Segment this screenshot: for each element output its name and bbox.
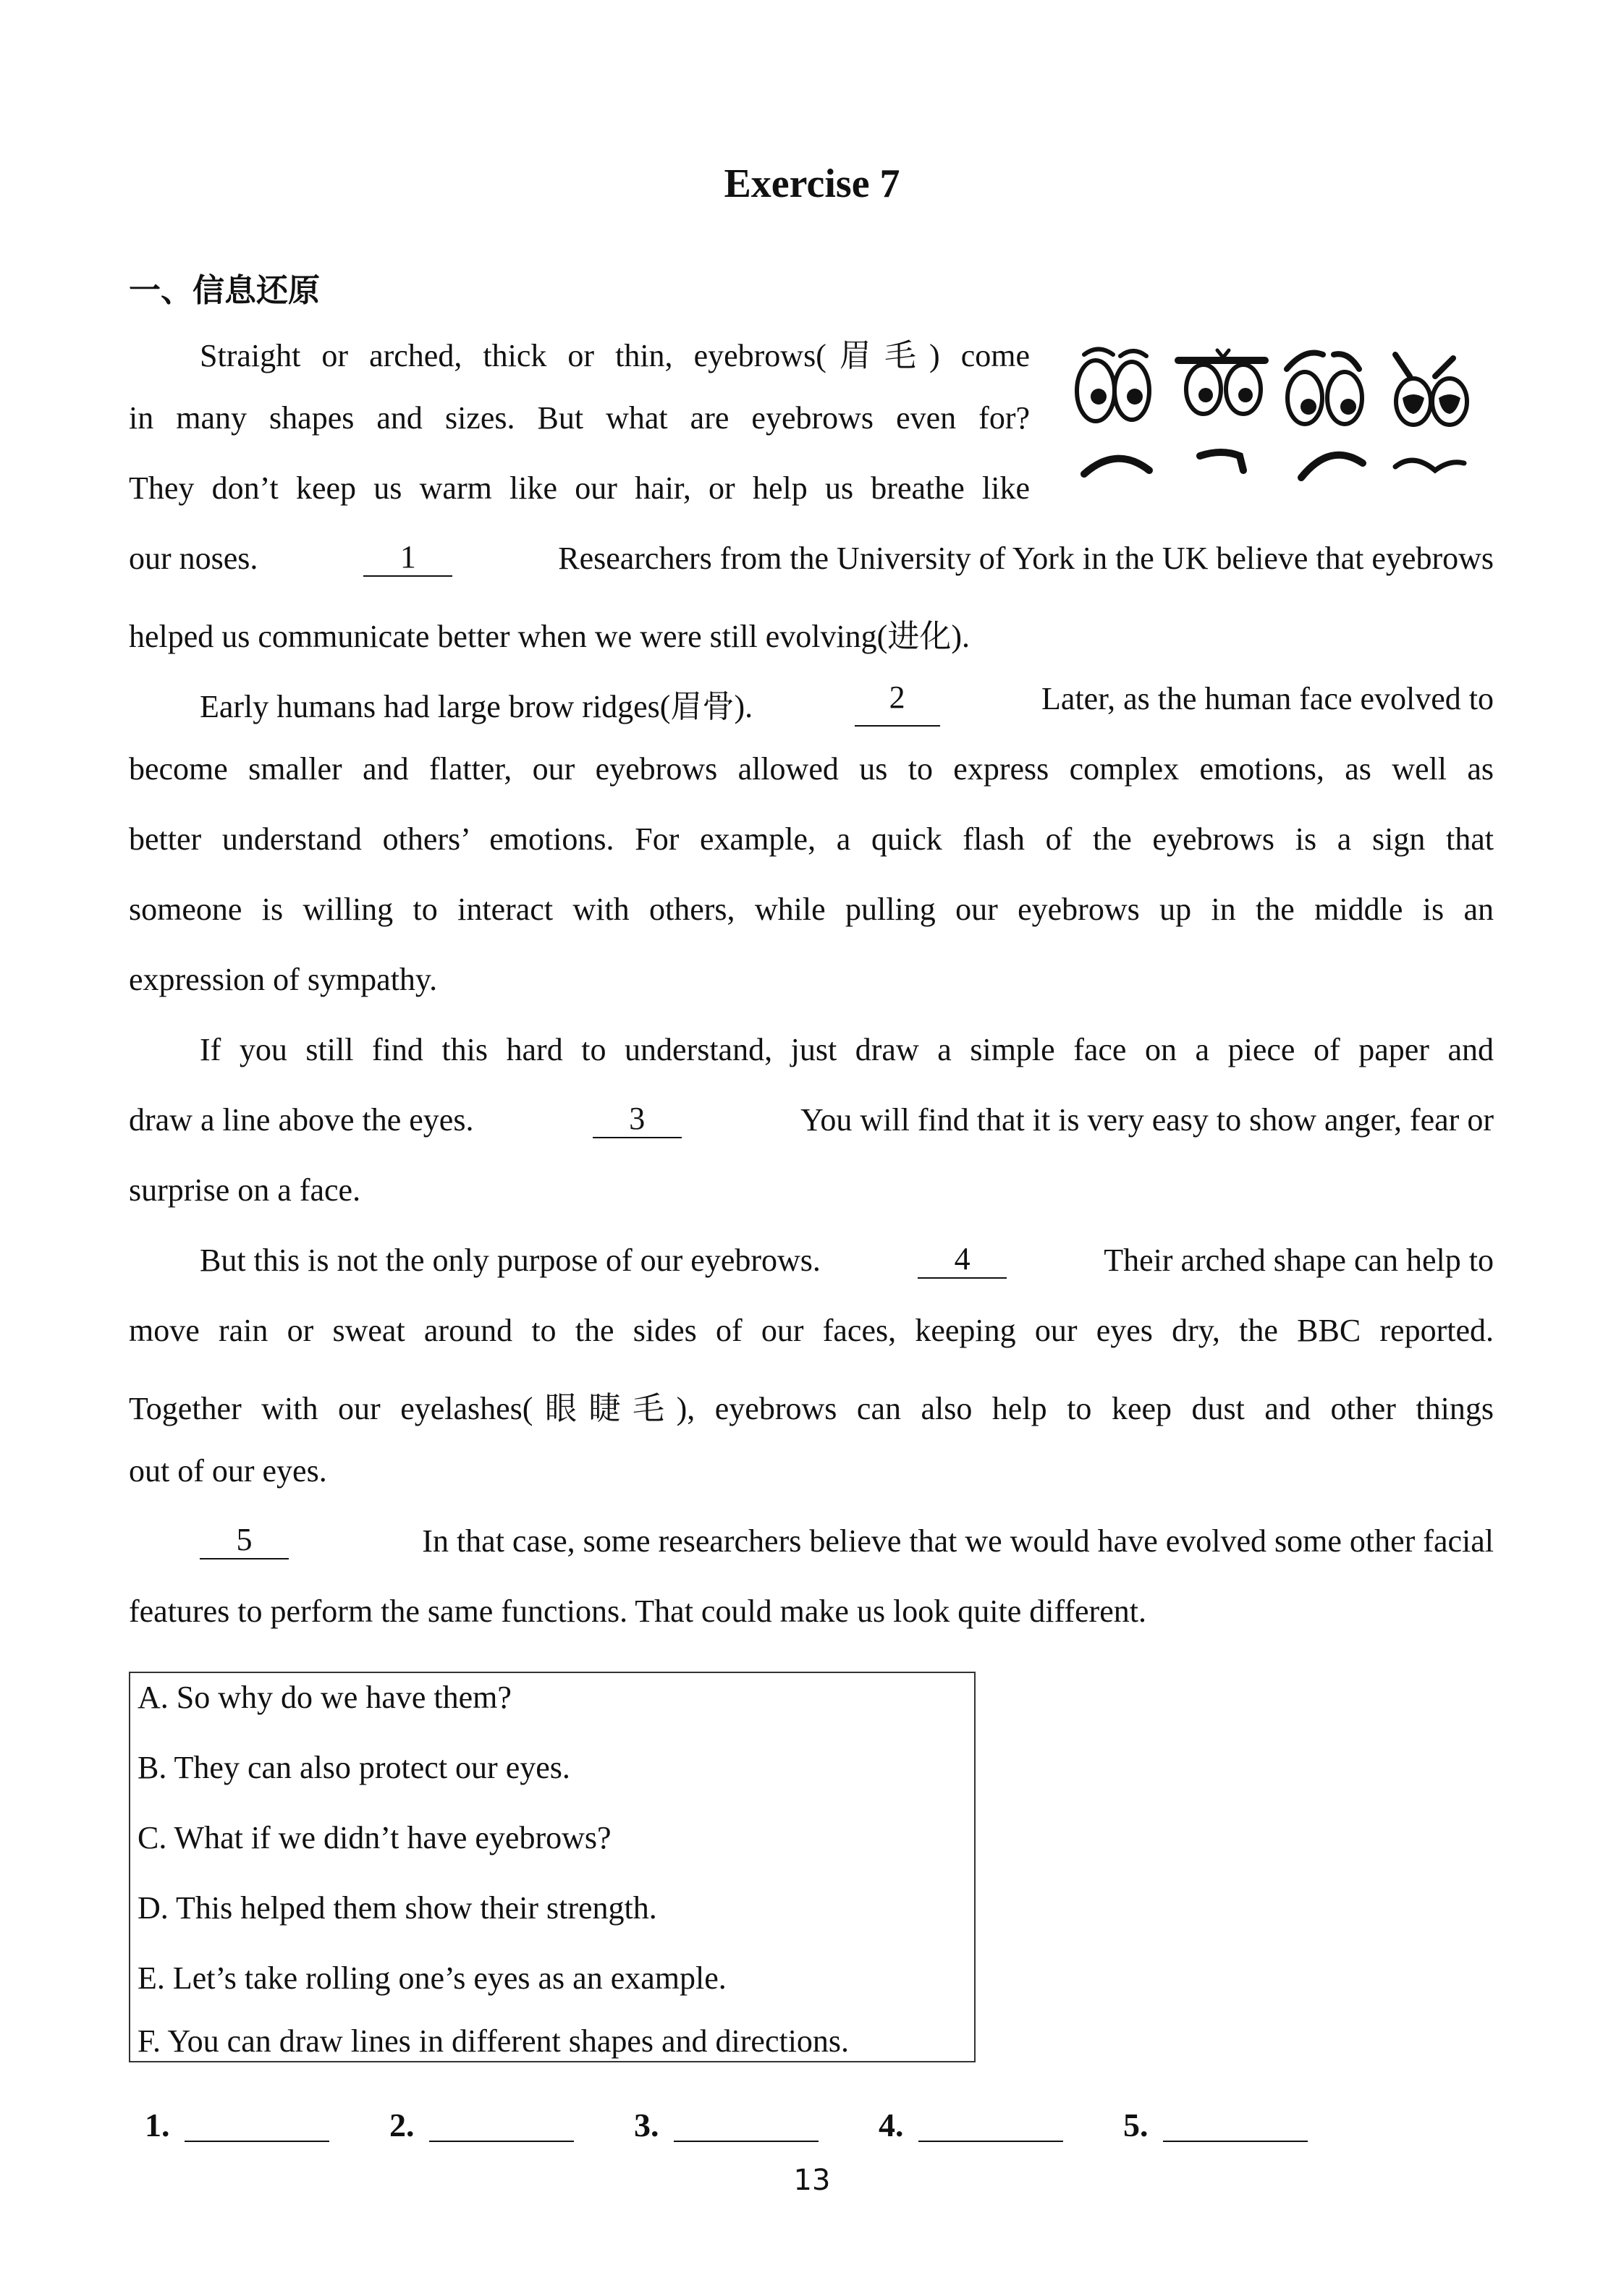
passage-line xyxy=(200,1242,1494,1279)
passage-text: You will find that it is very easy to show anger, fear or xyxy=(800,1102,1494,1138)
passage-line: someone is willing to interact with others, while pulling our eyebrows up in the middle is an xyxy=(129,892,1494,927)
exercise-title: Exercise 7 xyxy=(724,161,900,206)
passage-line: expression of sympathy. xyxy=(129,962,438,997)
option-e: E. Let’s take rolling one’s eyes as an example. xyxy=(138,1960,727,1996)
passage-line: They don’t keep us warm like our hair, or help us breathe like xyxy=(129,470,1030,506)
passage-line xyxy=(129,1101,1494,1138)
passage-line: better understand others’ emotions. For example, a quick flash of the eyebrows is a sign that xyxy=(129,821,1494,857)
answer-number: 5. xyxy=(1123,2107,1149,2143)
answer-5[interactable] xyxy=(1123,2106,1308,2144)
option-f: F. You can draw lines in different shapes and directions. xyxy=(138,2023,850,2059)
passage-text: But this is not the only purpose of our eyebrows. xyxy=(200,1243,821,1278)
passage-text: draw a line above the eyes. xyxy=(129,1102,474,1138)
option-c: C. What if we didn’t have eyebrows? xyxy=(138,1820,612,1855)
passage-line: surprise on a face. xyxy=(129,1172,361,1208)
passage-text: Their arched shape can help to xyxy=(1104,1243,1494,1278)
answer-blank[interactable] xyxy=(918,2141,1063,2142)
passage-text: Researchers from the University of York in the UK believe that eyebrows xyxy=(558,541,1494,576)
blank-1[interactable]: 1 xyxy=(363,540,452,577)
option-b: B. They can also protect our eyes. xyxy=(138,1750,570,1785)
answer-number: 3. xyxy=(634,2107,659,2143)
blank-5[interactable]: 5 xyxy=(200,1523,289,1559)
blank-4[interactable]: 4 xyxy=(918,1242,1007,1279)
passage-text: Early humans had large brow ridges(眉骨). xyxy=(200,689,753,724)
answer-number: 2. xyxy=(389,2107,415,2143)
answer-blank[interactable] xyxy=(674,2141,819,2142)
passage-line: helped us communicate better when we were still evolving(进化). xyxy=(129,619,970,654)
passage-text: our noses. xyxy=(129,541,258,576)
answer-number: 4. xyxy=(879,2107,904,2143)
options-box xyxy=(129,1672,976,2062)
answer-1[interactable] xyxy=(145,2106,329,2144)
page-number: 13 xyxy=(793,2164,831,2197)
option-a: A. So why do we have them? xyxy=(138,1680,512,1715)
passage-line: out of our eyes. xyxy=(129,1453,327,1489)
passage-line xyxy=(200,680,1494,727)
passage-line: move rain or sweat around to the sides of our faces, keeping our eyes dry, the BBC reported. xyxy=(129,1313,1494,1348)
eyebrow-faces-illustration xyxy=(1062,340,1497,492)
section-heading: 一、信息还原 xyxy=(129,272,320,309)
answer-3[interactable] xyxy=(634,2106,819,2144)
passage-line: features to perform the same functions. That could make us look quite different. xyxy=(129,1593,1146,1629)
passage-text: In that case, some researchers believe that we would have evolved some other facial xyxy=(422,1523,1494,1559)
passage-line: Straight or arched, thick or thin, eyebrows(眉毛) come xyxy=(200,338,1030,373)
blank-2[interactable]: 2 xyxy=(855,680,940,727)
answer-blank[interactable] xyxy=(429,2141,574,2142)
passage-line: in many shapes and sizes. But what are eyebrows even for? xyxy=(129,400,1030,436)
passage-line: Together with our eyelashes(眼睫毛), eyebrows can also help to keep dust and other things xyxy=(129,1391,1494,1426)
passage-line: If you still find this hard to understand, just draw a simple face on a piece of paper and xyxy=(200,1032,1494,1067)
answer-blank[interactable] xyxy=(185,2141,329,2142)
answer-2[interactable] xyxy=(389,2106,574,2144)
answer-number: 1. xyxy=(145,2107,170,2143)
blank-3[interactable]: 3 xyxy=(593,1101,682,1138)
passage-line xyxy=(129,540,1494,577)
passage-line: become smaller and flatter, our eyebrows allowed us to express complex emotions, as well as xyxy=(129,751,1494,787)
answer-blank[interactable] xyxy=(1163,2141,1308,2142)
passage-line xyxy=(200,1523,1494,1559)
passage-text: Later, as the human face evolved to xyxy=(1041,681,1494,716)
answer-4[interactable] xyxy=(879,2106,1063,2144)
option-d: D. This helped them show their strength. xyxy=(138,1890,657,1926)
